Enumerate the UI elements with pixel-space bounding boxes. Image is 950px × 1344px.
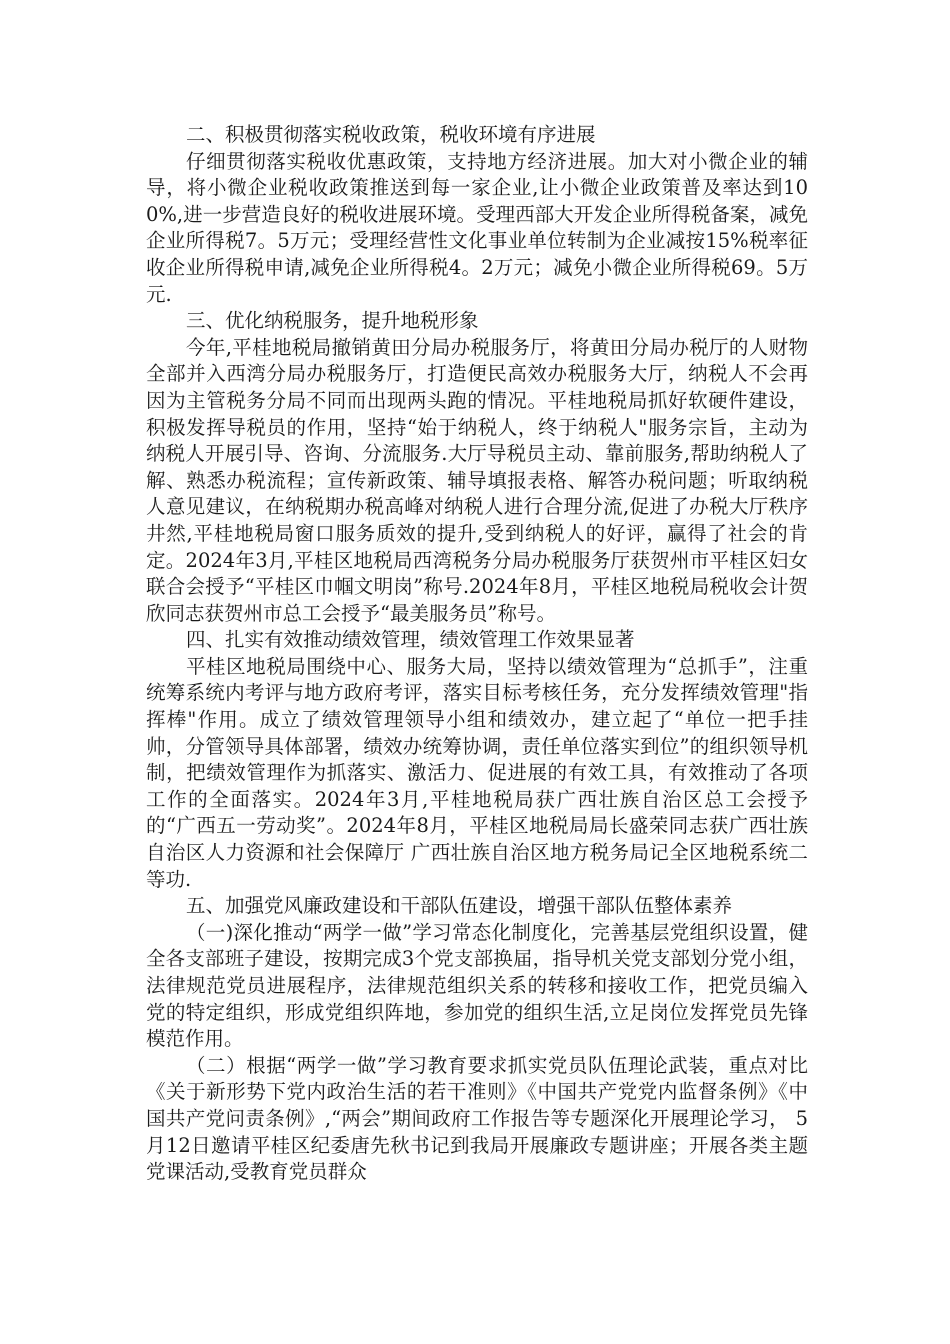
paragraph-tax-policy: 仔细贯彻落实税收优惠政策，支持地方经济进展。加大对小微企业的辅导，将小微企业税收政策推送到每一家企业,让小微企业政策普及率达到100%,进一步营造良好的税收进展环境。受理西部大开发企业所得税备案，减免企业所得税7。5万元；受理经营性文化事业单位转制为企业减按15%税率征收企业所得税申请,减免企业所得税4。2万元；减免小微企业所得税69。5万元.: [146, 149, 808, 306]
document-page: [146, 122, 808, 1186]
paragraph-tax-service: 今年,平桂地税局撤销黄田分局办税服务厅，将黄田分局办税厅的人财物全部并入西湾分局办税服务厅，打造便民高效办税服务大厅，纳税人不会再因为主管税务分局不同而出现两头跑的情况。平桂地税局抓好软硬件建设，积极发挥导税员的作用，坚持“始于纳税人，终于纳税人"服务宗旨，主动为纳税人开展引导、咨询、分流服务.大厅导税员主动、靠前服务,帮助纳税人了解、熟悉办税流程；宣传新政策、辅导填报表格、解答办税问题；听取纳税人意见建议，在纳税期办税高峰对纳税人进行合理分流,促进了办税大厅秩序井然,平桂地税局窗口服务质效的提升,受到纳税人的好评，赢得了社会的肯定。2024年3月,平桂区地税局西湾税务分局办税服务厅获贺州市平桂区妇女联合会授予“平桂区巾帼文明岗”称号.2024年8月，平桂区地税局税收会计贺欣同志获贺州市总工会授予“最美服务员”称号。: [146, 335, 808, 625]
section-heading-4: 四、扎实有效推动绩效管理，绩效管理工作效果显著: [186, 628, 635, 652]
section-heading-3: 三、优化纳税服务，提升地税形象: [186, 309, 479, 333]
paragraph-party-building-1: （一)深化推动“两学一做”学习常态化制度化，完善基层党组织设置，健全各支部班子建设，按期完成3个党支部换届，指导机关党支部划分党小组，法律规范党员进展程序，法律规范组织关系的转移和接收工作，把党员编入党的特定组织，形成党组织阵地，参加党的组织生活,立足岗位发挥党员先锋模范作用。: [146, 920, 808, 1051]
paragraph-party-building-2: （二）根据“两学一做”学习教育要求抓实党员队伍理论武装，重点对比《关于新形势下党内政治生活的若干准则》《中国共产党党内监督条例》《中国共产党问责条例》,“两会”期间政府工作报告等专题深化开展理论学习， 5月12日邀请平桂区纪委唐先秋书记到我局开展廉政专题讲座；开展各类主题党课活动,受教育党员群众: [146, 1053, 808, 1184]
paragraph-performance: 平桂区地税局围绕中心、服务大局，坚持以绩效管理为“总抓手”，注重统筹系统内考评与地方政府考评，落实目标考核任务，充分发挥绩效管理"指挥棒"作用。成立了绩效管理领导小组和绩效办，建立起了“单位一把手挂帅，分管领导具体部署，绩效办统筹协调，责任单位落实到位”的组织领导机制，把绩效管理作为抓落实、激活力、促进展的有效工具，有效推动了各项工作的全面落实。2024年3月,平桂地税局获广西壮族自治区总工会授予的“广西五一劳动奖”。2024年8月，平桂区地税局局长盛荣同志获广西壮族自治区人力资源和社会保障厅 广西壮族自治区地方税务局记全区地税系统二等功.: [146, 654, 808, 891]
section-heading-5: 五、加强党风廉政建设和干部队伍建设，增强干部队伍整体素养: [186, 894, 733, 918]
section-heading-2: 二、积极贯彻落实税收政策，税收环境有序进展: [186, 123, 596, 146]
